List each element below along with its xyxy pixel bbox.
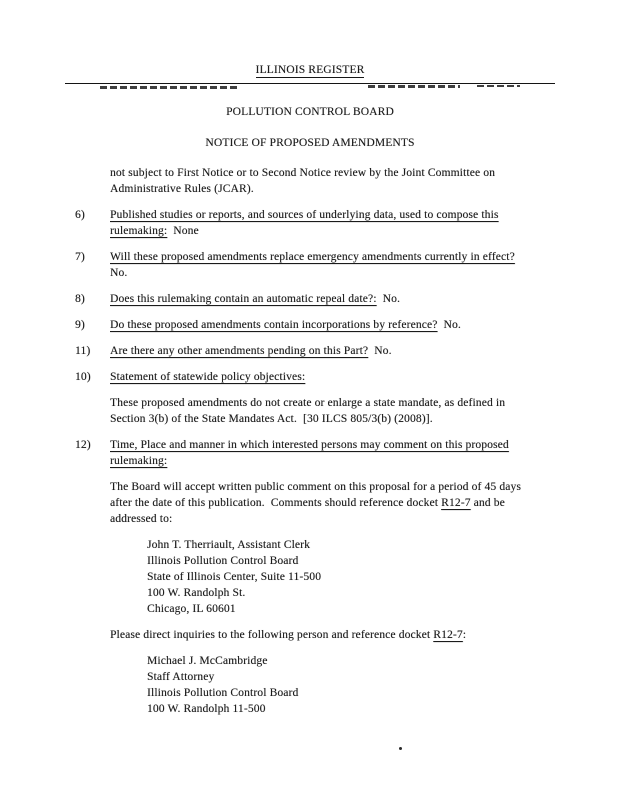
header-rule <box>65 83 555 84</box>
scan-dot-artifact <box>399 747 402 750</box>
text-line <box>147 669 576 685</box>
text-run: not subject to First Notice or to Second Notice review by the Joint Committee on <box>110 167 496 179</box>
address-block <box>147 537 576 617</box>
underlined-text-run: rulemaking: <box>110 225 168 237</box>
text-line <box>110 291 576 307</box>
text-run: No. <box>376 293 401 305</box>
item-text <box>110 207 576 239</box>
text-line <box>110 369 576 385</box>
text-line <box>110 181 576 197</box>
text-run: No. <box>368 345 392 357</box>
item-text <box>110 317 576 333</box>
document-header <box>0 0 618 151</box>
text-line <box>110 511 576 527</box>
text-run: Illinois Pollution Control Board <box>147 555 299 567</box>
text-run: Please direct inquiries to the following person and reference docket <box>110 629 434 641</box>
text-line <box>147 701 576 717</box>
register-title-row <box>65 62 555 78</box>
item-text <box>110 343 576 359</box>
text-run: Illinois Pollution Control Board <box>147 687 299 699</box>
item-text <box>110 369 576 385</box>
list-item-11 <box>75 343 576 359</box>
paragraph <box>110 165 576 197</box>
address-block <box>147 653 576 717</box>
item-number: 11) <box>75 345 91 357</box>
text-run: 100 W. Randolph 11-500 <box>147 703 266 715</box>
text-run: Administrative Rules (JCAR). <box>110 183 254 195</box>
paragraph <box>110 395 576 427</box>
underlined-text-run: Do these proposed amendments contain incorporations by reference? <box>110 319 438 331</box>
text-line <box>110 223 576 239</box>
text-line <box>110 317 576 333</box>
list-item-12 <box>75 437 576 469</box>
underlined-text-run: rulemaking: <box>110 455 168 467</box>
board-title: POLLUTION CONTROL BOARD <box>226 106 394 118</box>
text-line <box>147 685 576 701</box>
text-line <box>110 207 576 223</box>
text-line <box>110 479 576 495</box>
item-number: 7) <box>75 251 85 263</box>
item-text <box>110 249 576 281</box>
text-line <box>147 653 576 669</box>
text-run: and be <box>470 497 505 509</box>
text-line <box>147 553 576 569</box>
text-line <box>110 453 576 469</box>
text-line <box>110 411 576 427</box>
list-item-10 <box>75 369 576 385</box>
item-number: 8) <box>75 293 85 305</box>
text-run: John T. Therriault, Assistant Clerk <box>147 539 311 551</box>
text-run: addressed to: <box>110 513 173 525</box>
underlined-text-run: Does this rulemaking contain an automatic repeal date?: <box>110 293 377 305</box>
underlined-text-run: Statement of statewide policy objectives: <box>110 371 306 383</box>
text-run: These proposed amendments do not create or enlarge a state mandate, as defined in <box>110 397 506 409</box>
underlined-text-run: Are there any other amendments pending on this Part? <box>110 345 369 357</box>
paragraph <box>110 627 576 643</box>
list-item-9 <box>75 317 576 333</box>
text-run: Michael J. McCambridge <box>147 655 268 667</box>
text-line <box>147 537 576 553</box>
register-title: ILLINOIS REGISTER <box>255 64 365 76</box>
text-line <box>110 395 576 411</box>
underlined-text-run: R12-7 <box>433 629 463 641</box>
list-item-7 <box>75 249 576 281</box>
scan-artifact <box>100 86 238 89</box>
document-body <box>0 151 618 717</box>
text-run: : <box>462 629 467 641</box>
text-line <box>110 165 576 181</box>
text-run: Section 3(b) of the State Mandates Act. [30 ILCS 805/3(b) (2008)]. <box>110 413 433 425</box>
item-text <box>110 437 576 469</box>
item-number: 9) <box>75 319 85 331</box>
item-number: 10) <box>75 371 91 383</box>
underlined-text-run: R12-7 <box>441 497 471 509</box>
text-line <box>110 437 576 453</box>
text-run: 100 W. Randolph St. <box>147 587 246 599</box>
text-line <box>110 249 576 265</box>
list-item-8 <box>75 291 576 307</box>
item-number: 12) <box>75 439 91 451</box>
text-run: The Board will accept written public comment on this proposal for a period of 45 days <box>110 481 521 493</box>
text-run: No. <box>110 267 128 279</box>
text-line <box>110 265 576 281</box>
text-line <box>110 627 576 643</box>
text-run: Chicago, IL 60601 <box>147 603 236 615</box>
text-run: Staff Attorney <box>147 671 215 683</box>
text-line <box>147 569 576 585</box>
notice-title: NOTICE OF PROPOSED AMENDMENTS <box>205 137 415 149</box>
text-run: No. <box>437 319 461 331</box>
text-line <box>110 343 576 359</box>
text-run: after the date of this publication. Comments should reference docket <box>110 497 442 509</box>
underlined-text-run: Will these proposed amendments replace emergency amendments currently in effect? <box>110 251 515 263</box>
scan-artifact <box>368 85 460 88</box>
text-line <box>147 585 576 601</box>
text-run: None <box>167 225 199 237</box>
text-line <box>110 495 576 511</box>
item-number: 6) <box>75 209 85 221</box>
underlined-text-run: Published studies or reports, and sources of underlying data, used to compose this <box>110 209 499 221</box>
text-run: State of Illinois Center, Suite 11-500 <box>147 571 322 583</box>
underlined-text-run: Time, Place and manner in which interested persons may comment on this proposed <box>110 439 509 451</box>
item-text <box>110 291 576 307</box>
text-line <box>147 601 576 617</box>
scan-artifact <box>477 85 520 87</box>
list-item-6 <box>75 207 576 239</box>
paragraph <box>110 479 576 527</box>
